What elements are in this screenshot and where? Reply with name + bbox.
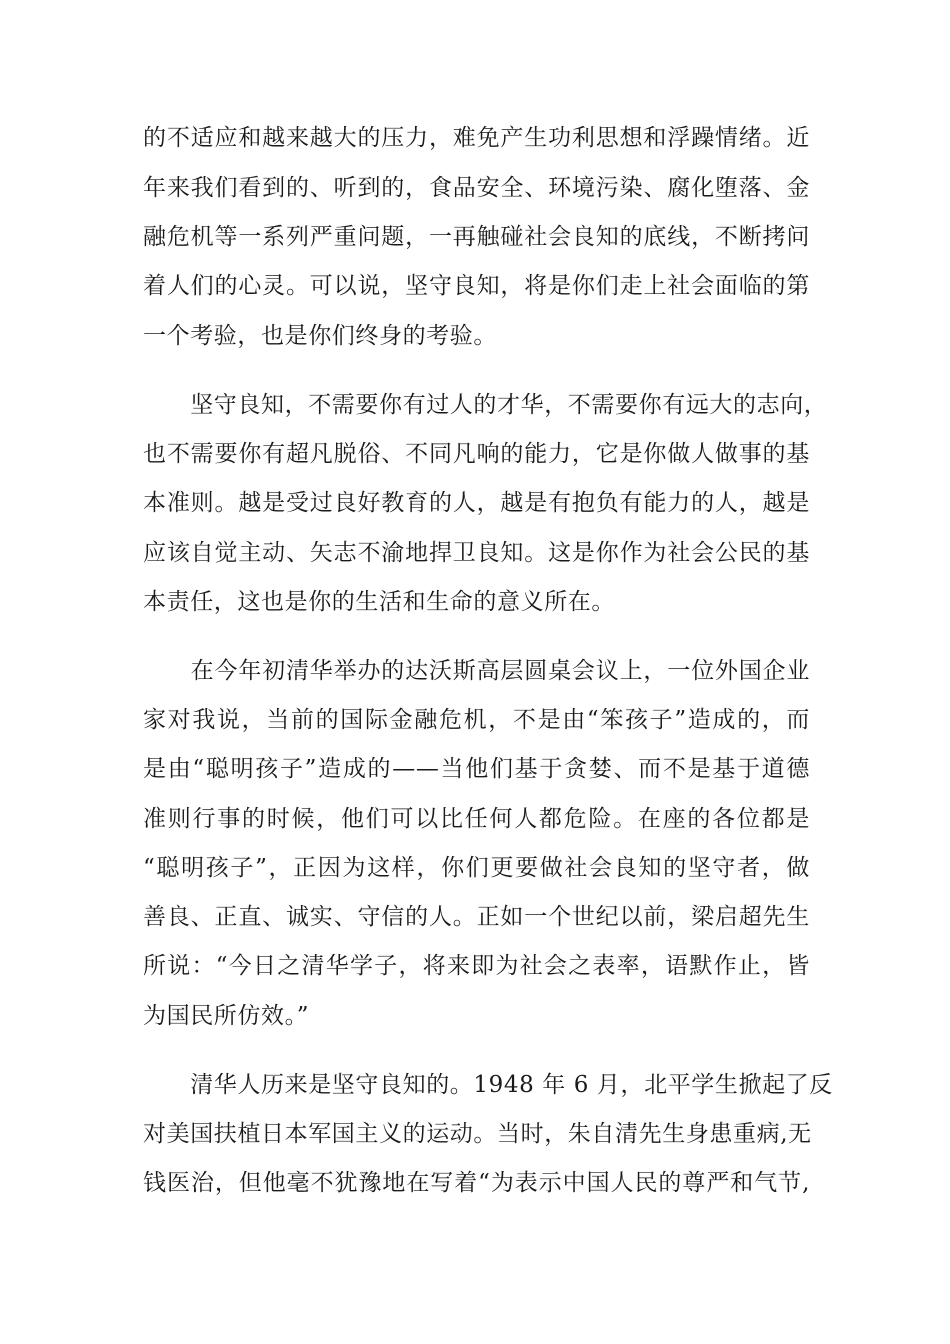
- paragraph-3-line-6: 善良、正直、诚实、守信的人。正如一个世纪以前，梁启超先生: [143, 904, 810, 930]
- paragraph-3-line-7: 所说：“今日之清华学子，将来即为社会之表率，语默作止，皆: [143, 953, 810, 979]
- paragraph-2-line-4: 应该自觉主动、矢志不渝地捍卫良知。这是你作为社会公民的基: [143, 540, 810, 566]
- paragraph-3-line-3: 是由“聪明孩子”造成的——当他们基于贪婪、而不是基于道德: [143, 756, 810, 782]
- paragraph-1-line-3: 融危机等一系列严重问题，一再触碰社会良知的底线，不断拷问: [143, 224, 810, 250]
- paragraph-3-line-5: “聪明孩子”，正因为这样，你们更要做社会良知的坚守者，做: [143, 855, 810, 881]
- paragraph-4-line-2: 对美国扶植日本军国主义的运动。当时，朱自清先生身患重病,无: [143, 1121, 812, 1147]
- paragraph-3-line-2: 家对我说，当前的国际金融危机，不是由“笨孩子”造成的，而: [143, 707, 810, 733]
- paragraph-2-line-2: 也不需要你有超凡脱俗、不同凡响的能力，它是你做人做事的基: [143, 441, 810, 467]
- paragraph-4-line-3: 钱医治，但他毫不犹豫地在写着“为表示中国人民的尊严和气节,: [143, 1170, 810, 1196]
- paragraph-1-line-1: 的不适应和越来越大的压力，难免产生功利思想和浮躁情绪。近: [143, 125, 810, 151]
- paragraph-2-line-1: 坚守良知，不需要你有过人的才华，不需要你有远大的志向，: [143, 392, 828, 418]
- paragraph-3-line-8: 为国民所仿效。”: [143, 1003, 310, 1029]
- paragraph-3-line-4: 准则行事的时候，他们可以比任何人都危险。在座的各位都是: [143, 806, 810, 832]
- paragraph-1-line-5: 一个考验，也是你们终身的考验。: [143, 323, 497, 349]
- paragraph-4-line-1: 清华人历来是坚守良知的。1948 年 6 月，北平学生掀起了反: [143, 1072, 833, 1098]
- paragraph-2-line-5: 本责任，这也是你的生活和生命的意义所在。: [143, 589, 615, 615]
- paragraph-1-line-2: 年来我们看到的、听到的，食品安全、环境污染、腐化堕落、金: [143, 175, 810, 201]
- paragraph-1-line-4: 着人们的心灵。可以说，坚守良知，将是你们走上社会面临的第: [143, 273, 810, 299]
- paragraph-3-line-1: 在今年初清华举办的达沃斯高层圆桌会议上，一位外国企业: [143, 658, 810, 684]
- paragraph-2-line-3: 本准则。越是受过良好教育的人，越是有抱负有能力的人，越是: [143, 490, 810, 516]
